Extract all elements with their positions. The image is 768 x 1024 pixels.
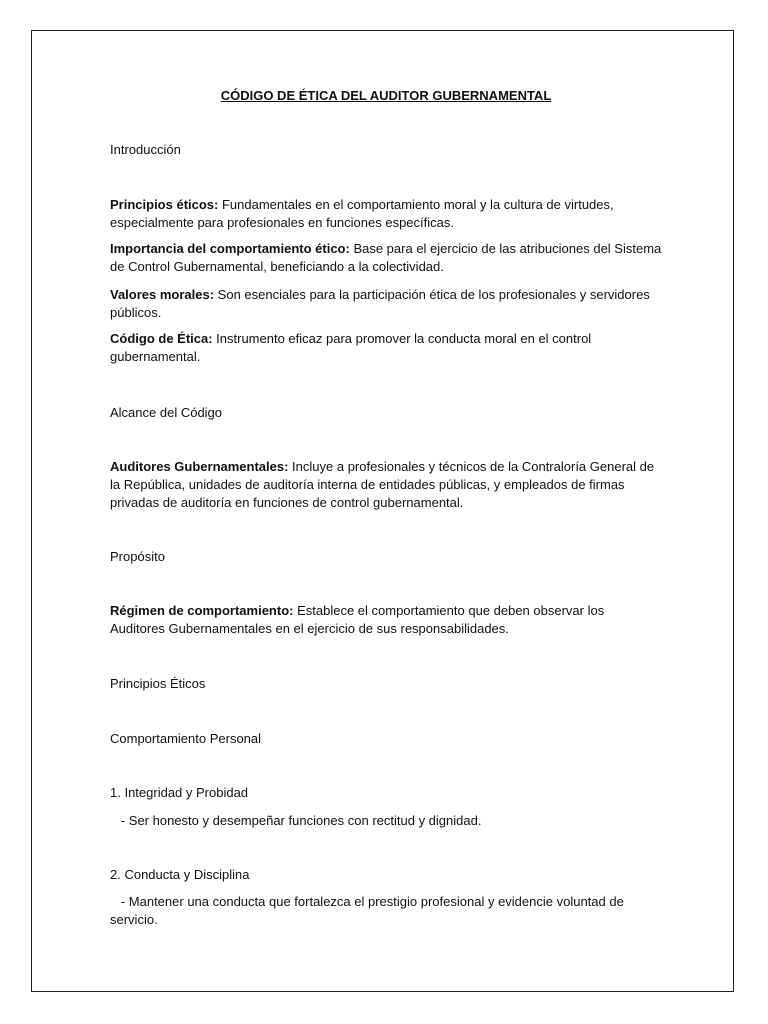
document-title: CÓDIGO DE ÉTICA DEL AUDITOR GUBERNAMENTAL — [220, 88, 552, 103]
heading-principios-eticos: Principios Éticos — [110, 676, 206, 691]
heading-introduccion: Introducción — [110, 142, 181, 157]
text-auditores: Incluye a profesionales y técnicos de la Contraloría General de la República, unidades de auditoría interna de entidades públicas, y empleados de firmas privadas de auditoría en funciones de control gubernamental. — [110, 459, 655, 510]
text-importancia: Base para el ejercicio de las atribuciones del Sistema de Control Gubernamental, beneficiando a la colectividad. — [110, 241, 662, 274]
heading-comportamiento-personal: Comportamiento Personal — [110, 731, 262, 746]
text-codigo: Instrumento eficaz para promover la conducta moral en el control gubernamental. — [110, 331, 592, 364]
paragraph-regimen — [110, 602, 662, 638]
list-item-1-text: - Ser honesto y desempeñar funciones con rectitud y dignidad. — [110, 813, 482, 828]
label-valores: Valores morales: — [110, 287, 215, 302]
heading-proposito: Propósito — [110, 549, 165, 564]
list-item-2-text: - Mantener una conducta que fortalezca el prestigio profesional y evidencie voluntad de servicio. — [110, 894, 628, 927]
label-regimen: Régimen de comportamiento: — [110, 603, 294, 618]
heading-alcance: Alcance del Código — [110, 405, 223, 420]
paragraph-principios — [110, 196, 662, 232]
list-item-1-heading: 1. Integridad y Probidad — [110, 785, 249, 800]
label-auditores: Auditores Gubernamentales: — [110, 459, 289, 474]
paragraph-codigo — [110, 330, 662, 366]
paragraph-importancia — [110, 240, 662, 276]
label-principios: Principios éticos: — [110, 197, 219, 212]
list-item-2-heading: 2. Conducta y Disciplina — [110, 867, 250, 882]
document-page — [31, 30, 734, 992]
paragraph-valores — [110, 286, 662, 322]
text-valores: Son esenciales para la participación ética de los profesionales y servidores públicos. — [110, 287, 650, 320]
label-codigo: Código de Ética: — [110, 331, 213, 346]
label-importancia: Importancia del comportamiento ético: — [110, 241, 350, 256]
text-principios: Fundamentales en el comportamiento moral y la cultura de virtudes, especialmente para profesionales en funciones específicas. — [110, 197, 614, 230]
text-regimen: Establece el comportamiento que deben observar los Auditores Gubernamentales en el ejercicio de sus responsabilidades. — [110, 603, 605, 636]
paragraph-auditores — [110, 458, 662, 512]
